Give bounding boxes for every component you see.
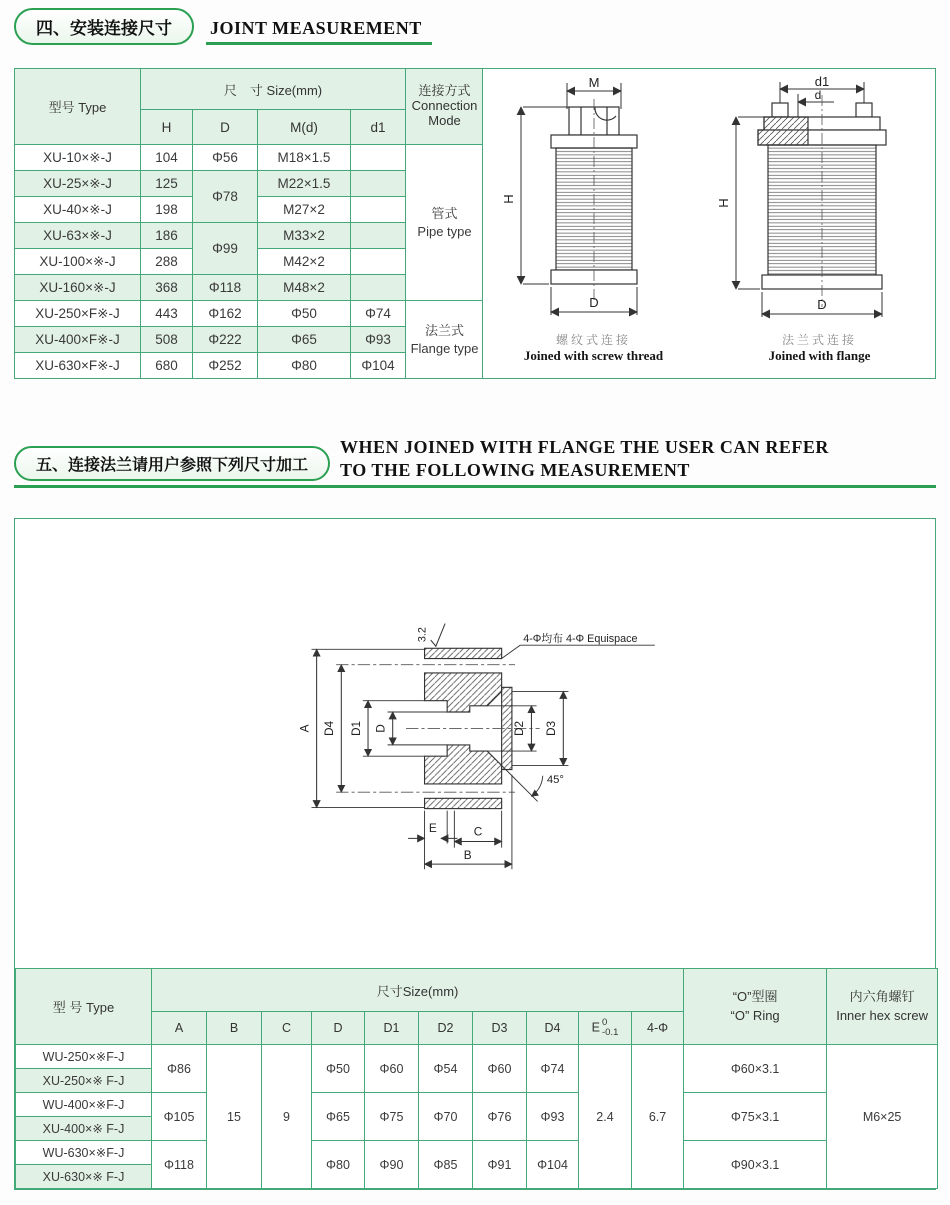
dim-D: D	[373, 724, 388, 733]
dim-label-d1: d1	[814, 75, 829, 89]
table-row: XU-400×F※-J 508 Φ222 Φ65 Φ93	[15, 327, 484, 353]
dim-A: A	[297, 724, 312, 733]
dim-C: C	[473, 824, 483, 839]
flange-caption-en: Joined with flange	[768, 348, 871, 363]
section4-header	[14, 8, 432, 45]
section5-title: WHEN JOINED WITH FLANGE THE USER CAN REFER TO THE FOLLOWING MEASUREMENT	[340, 437, 829, 480]
joint-measurement-table	[14, 68, 484, 379]
equispace-label: 4-Φ均布 4-Φ Equispace	[523, 633, 638, 646]
dim-D4: D4	[322, 720, 337, 736]
table-row: WU-400×※F-J Φ105 Φ65 Φ75 Φ70 Φ76 Φ93 Φ75×3.1	[16, 1093, 938, 1117]
col-header-size: 尺寸Size(mm)	[152, 969, 684, 1012]
section5-pill	[14, 446, 330, 481]
col-header-type: 型 号 Type	[16, 969, 152, 1045]
connection-pipe-type: 管式 Pipe type	[406, 145, 484, 301]
section4-pill-label: 四、安装连接尺寸	[36, 19, 172, 38]
surface-roughness-symbol	[417, 624, 446, 647]
svg-text:3.2: 3.2	[416, 627, 429, 643]
flange-section-drawing	[293, 615, 663, 888]
section4-pill	[14, 8, 194, 45]
screw-thread-filter-drawing	[489, 75, 699, 378]
col-header-D4: D4	[527, 1012, 579, 1045]
table-row: XU-630×※ F-J	[16, 1165, 938, 1189]
table-row: XU-10×※-J 104 Φ56 M18×1.5 管式 Pipe type	[15, 145, 484, 171]
dim-label-H: H	[500, 194, 516, 204]
dim-D1: D1	[348, 720, 363, 736]
table-row: XU-250×F※-J 443 Φ162 Φ50 Φ74 法兰式 Flange type	[15, 301, 484, 327]
col-header-type: 型号 Type	[15, 69, 141, 145]
flange-filter-diagram	[710, 75, 930, 325]
table-row: XU-250×※ F-J	[16, 1069, 938, 1093]
col-header-C: C	[262, 1012, 312, 1045]
screw-caption-en: Joined with screw thread	[523, 348, 664, 363]
col-header-D1: D1	[365, 1012, 419, 1045]
col-header-D3: D3	[473, 1012, 527, 1045]
col-header-D2: D2	[419, 1012, 473, 1045]
table-row: XU-25×※-J 125 Φ78 M22×1.5	[15, 171, 484, 197]
connection-flange-type: 法兰式 Flange type	[406, 301, 484, 379]
col-header-A: A	[152, 1012, 207, 1045]
table-row: XU-400×※ F-J	[16, 1117, 938, 1141]
screw-caption-zh: 螺纹式连接	[555, 333, 631, 347]
col-header-h: H	[141, 110, 193, 145]
col-header-oring: “O”型圈 “O” Ring	[684, 969, 827, 1045]
equispace-leader	[502, 645, 655, 658]
screw-filter-diagram	[489, 75, 699, 325]
flange-cross-section-diagram	[293, 615, 663, 883]
flange-caption-zh: 法兰式连接	[781, 333, 857, 347]
col-header-size: 尺 寸 Size(mm)	[141, 69, 406, 110]
dim-D2: D2	[512, 720, 527, 736]
table-row: WU-250×※F-J Φ86 15 9 Φ50 Φ60 Φ54 Φ60 Φ74 2.4 6.7 Φ60×3.1 M6×25	[16, 1045, 938, 1069]
section5-header	[14, 436, 936, 488]
table-row: WU-630×※F-J Φ118 Φ80 Φ90 Φ85 Φ91 Φ104 Φ90×3.1	[16, 1141, 938, 1165]
dim-label-D: D	[588, 295, 599, 310]
table-row: XU-100×※-J 288 M42×2	[15, 249, 484, 275]
col-header-md: M(d)	[258, 110, 351, 145]
section5-pill-label: 五、连接法兰请用户参照下列尺寸加工	[36, 457, 309, 474]
col-header-E: E 0 -0.1	[579, 1012, 632, 1045]
flange-measurement-panel	[14, 518, 936, 1190]
dim-label-D: D	[816, 297, 827, 312]
col-header-D: D	[312, 1012, 365, 1045]
col-header-d: D	[193, 110, 258, 145]
section4-title: JOINT MEASUREMENT	[210, 17, 422, 38]
col-header-d1: d1	[351, 110, 406, 145]
angle-label: 45°	[546, 773, 564, 786]
dim-label-M: M	[588, 75, 599, 90]
table-row: XU-630×F※-J 680 Φ252 Φ80 Φ104	[15, 353, 484, 379]
col-header-connection: 连接方式 Connection Mode	[406, 69, 484, 145]
chamfer-annotation	[502, 765, 543, 801]
dim-E: E	[428, 821, 437, 836]
dim-D3: D3	[544, 720, 559, 736]
section4-title-underline	[206, 17, 432, 46]
col-header-4phi: 4-Φ	[632, 1012, 684, 1045]
dim-label-d: d	[814, 88, 821, 102]
col-header-B: B	[207, 1012, 262, 1045]
filter-drawings-panel	[482, 68, 936, 379]
dim-label-H: H	[715, 198, 731, 208]
table-row: XU-63×※-J 186 Φ99 M33×2	[15, 223, 484, 249]
col-header-hex-screw: 内六角螺钉 Inner hex screw	[827, 969, 938, 1045]
flange-filter-drawing	[710, 75, 930, 378]
flange-dimension-table	[15, 968, 938, 1189]
table-row: XU-40×※-J 198 M27×2	[15, 197, 484, 223]
table-row: XU-160×※-J 368 Φ118 M48×2	[15, 275, 484, 301]
dim-B: B	[463, 847, 472, 862]
